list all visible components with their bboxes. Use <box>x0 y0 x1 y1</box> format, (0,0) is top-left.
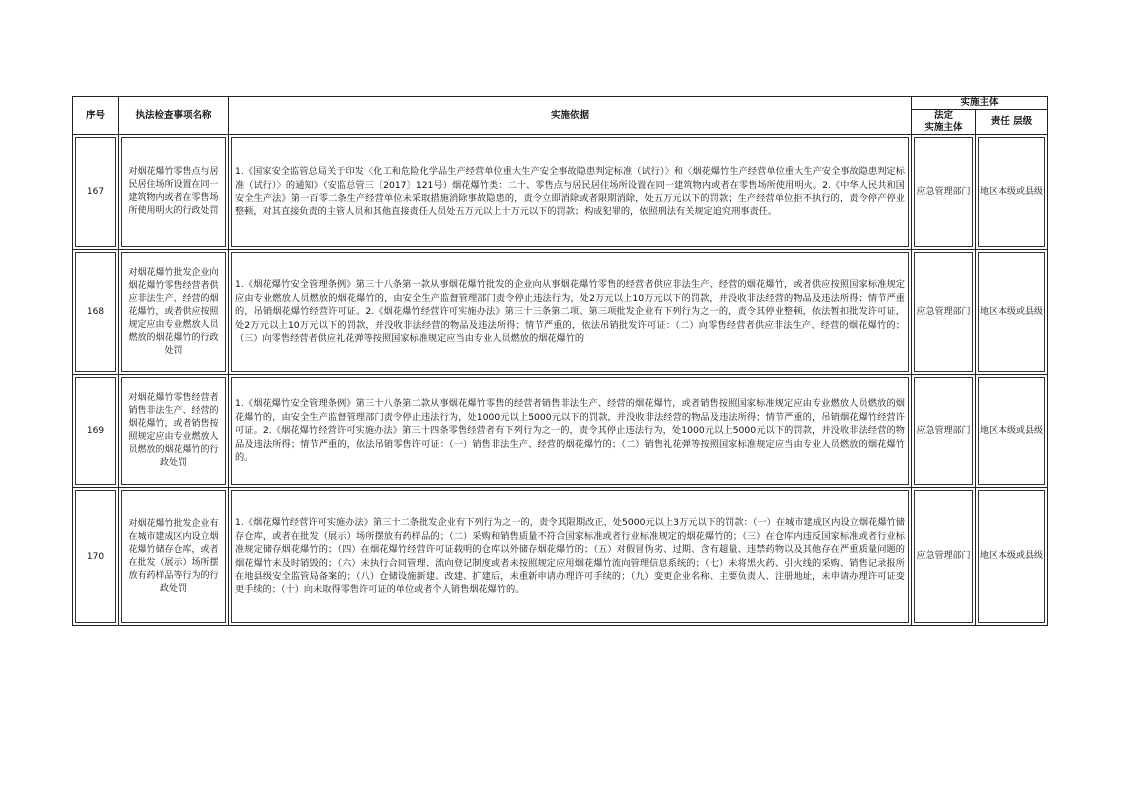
item-name: 对烟花爆竹零售经营者销售非法生产、经营的烟花爆竹，或者销售按照规定应由专业燃放人员燃放的烟花爆竹的行政处罚 <box>128 393 219 468</box>
item-name-cell <box>119 135 229 250</box>
implementation-basis: 1.《国家安全监管总局关于印发〈化工和危险化学品生产经营单位重大生产安全事故隐患判定标准（试行）〉和〈烟花爆竹生产经营单位重大生产安全事故隐患判定标准（试行）〉的通知》（安监总管三〔2017〕121号）烟花爆竹类：二十、零售点与居民居住场所设置在同一建筑物内或者在零售场所使用明火。2.《中华人民共和国安全生产法》第一百零二条生产经营单位未采取措施消除事故隐患的，责令立即消除或者限期消除，处五万元以下的罚款；生产经营单位拒不执行的，责令停产停业整顿，对其直接负责的主管人员和其他直接责任人员处五万元以上十万元以下的罚款；构成犯罪的，依照刑法有关规定追究刑事责任。 <box>235 166 905 218</box>
responsibility-level: 地区本级或县级 <box>980 425 1044 436</box>
responsibility-level-cell <box>976 488 1048 626</box>
row-number-cell <box>73 135 119 250</box>
implementation-basis: 1.《烟花爆竹安全管理条例》第三十八条第二款从事烟花爆竹零售的经营者销售非法生产、经营的烟花爆竹，或者销售按照国家标准规定应由专业燃放人员燃放的烟花爆竹的，由安全生产监督管理部门责令停止违法行为，处1000元以上5000元以下的罚款，并没收非法经营的物品及违法所得；情节严重的，吊销烟花爆竹经营许可证。2.《烟花爆竹经营许可实施办法》第三十四条零售经营者有下列行为之一的，责令其停止违法行为，处1000元以上5000元以下的罚款，并没收非法经营的物品及违法所得；情节严重的，依法吊销零售许可证：（一）销售非法生产、经营的烟花爆竹的；（二）销售礼花弹等按照国家标准规定应当由专业人员燃放的烟花爆竹的。 <box>235 398 905 464</box>
row-number: 167 <box>86 187 105 197</box>
implementation-basis: 1.《烟花爆竹安全管理条例》第三十八条第一款从事烟花爆竹批发的企业向从事烟花爆竹零售的经营者供应非法生产、经营的烟花爆竹，或者供应按照国家标准规定应由专业燃放人员燃放的烟花爆竹的，由安全生产监督管理部门责令停止违法行为，处2万元以上10万元以下的罚款，并没收非法经营的物品及违法所得；情节严重的，吊销烟花爆竹经营许可证。2.《烟花爆竹经营许可实施办法》第三十三条第二项、第三项批发企业有下列行为之一的，责令其停业整顿，依法暂扣批发许可证，处2万元以上10万元以下的罚款，并没收非法经营的物品及违法所得；情节严重的，依法吊销批发许可证：（二）向零售经营者供应非法生产、经营的烟花爆竹的；（三）向零售经营者供应礼花弹等按照国家标准规定应当由专业人员燃放的烟花爆竹的 <box>235 279 905 345</box>
header-legal-subject: 法定 实施主体 <box>912 110 976 135</box>
item-name: 对烟花爆竹批发企业向烟花爆竹零售经营者供应非法生产、经营的烟花爆竹，或者供应按照规定应由专业燃放人员燃放的烟花爆竹的行政处罚 <box>128 267 219 356</box>
table-row <box>73 135 1048 250</box>
row-number-cell <box>73 375 119 488</box>
row-number: 169 <box>86 426 105 436</box>
item-name: 对烟花爆竹批发企业有在城市建成区内设立烟花爆竹储存仓库，或者在批发（展示）场所摆放有药样品等行为的行政处罚 <box>128 518 219 594</box>
item-name-cell <box>119 375 229 488</box>
row-number-cell <box>73 488 119 626</box>
header-basis: 实施依据 <box>229 97 912 135</box>
implementation-basis-cell <box>229 250 912 375</box>
legal-subject-cell <box>912 375 976 488</box>
row-number-cell <box>73 250 119 375</box>
header-subject-group: 实施主体 <box>912 97 1048 110</box>
table-row <box>73 375 1048 488</box>
responsibility-level: 地区本级或县级 <box>980 186 1044 197</box>
implementation-basis: 1.《烟花爆竹经营许可实施办法》第三十二条批发企业有下列行为之一的，责令其限期改正，处5000元以上3万元以下的罚款：（一）在城市建成区内设立烟花爆竹储存仓库，或者在批发（展示）场所摆放有药样品的；（二）采购和销售质量不符合国家标准或者行业标准规定的烟花爆竹的；（三）在仓库内违反国家标准或者行业标准规定储存烟花爆竹的；（四）在烟花爆竹经营许可证载明的仓库以外储存烟花爆竹的；（五）对假冒伪劣、过期、含有超量、违禁药物以及其他存在严重质量问题的烟花爆竹未及时销毁的；（六）未执行合同管理、流向登记制度或者未按照规定应用烟花爆竹流向管理信息系统的；（七）未将黑火药、引火线的采购、销售记录报所在地县级安全监管局备案的；（八）仓储设施新建、改建、扩建后，未重新申请办理许可手续的；（九）变更企业名称、主要负责人、注册地址，未申请办理许可证变更手续的；（十）向未取得零售许可证的单位或者个人销售烟花爆竹的。 <box>235 517 905 596</box>
implementation-basis-cell <box>229 375 912 488</box>
enforcement-table <box>72 96 1048 626</box>
legal-subject: 应急管理部门 <box>916 186 971 197</box>
responsibility-level-cell <box>976 135 1048 250</box>
legal-subject: 应急管理部门 <box>916 551 971 561</box>
header-resp-level: 责任 层级 <box>976 110 1048 135</box>
table-row <box>73 250 1048 375</box>
item-name: 对烟花爆竹零售点与居民居住场所设置在同一建筑物内或者在零售场所使用明火的行政处罚 <box>128 167 219 216</box>
header-item-name: 执法检查事项名称 <box>119 97 229 135</box>
responsibility-level: 地区本级或县级 <box>980 306 1044 317</box>
legal-subject-cell <box>912 488 976 626</box>
implementation-basis-cell <box>229 135 912 250</box>
item-name-cell <box>119 488 229 626</box>
row-number: 170 <box>86 551 105 562</box>
item-name-cell <box>119 250 229 375</box>
table-row <box>73 488 1048 626</box>
legal-subject-cell <box>912 250 976 375</box>
legal-subject-cell <box>912 135 976 250</box>
row-number: 168 <box>86 307 105 317</box>
responsibility-level: 地区本级或县级 <box>980 551 1044 561</box>
implementation-basis-cell <box>229 488 912 626</box>
legal-subject: 应急管理部门 <box>916 306 971 317</box>
responsibility-level-cell <box>976 250 1048 375</box>
legal-subject: 应急管理部门 <box>916 425 971 436</box>
responsibility-level-cell <box>976 375 1048 488</box>
header-seq: 序号 <box>73 97 119 135</box>
